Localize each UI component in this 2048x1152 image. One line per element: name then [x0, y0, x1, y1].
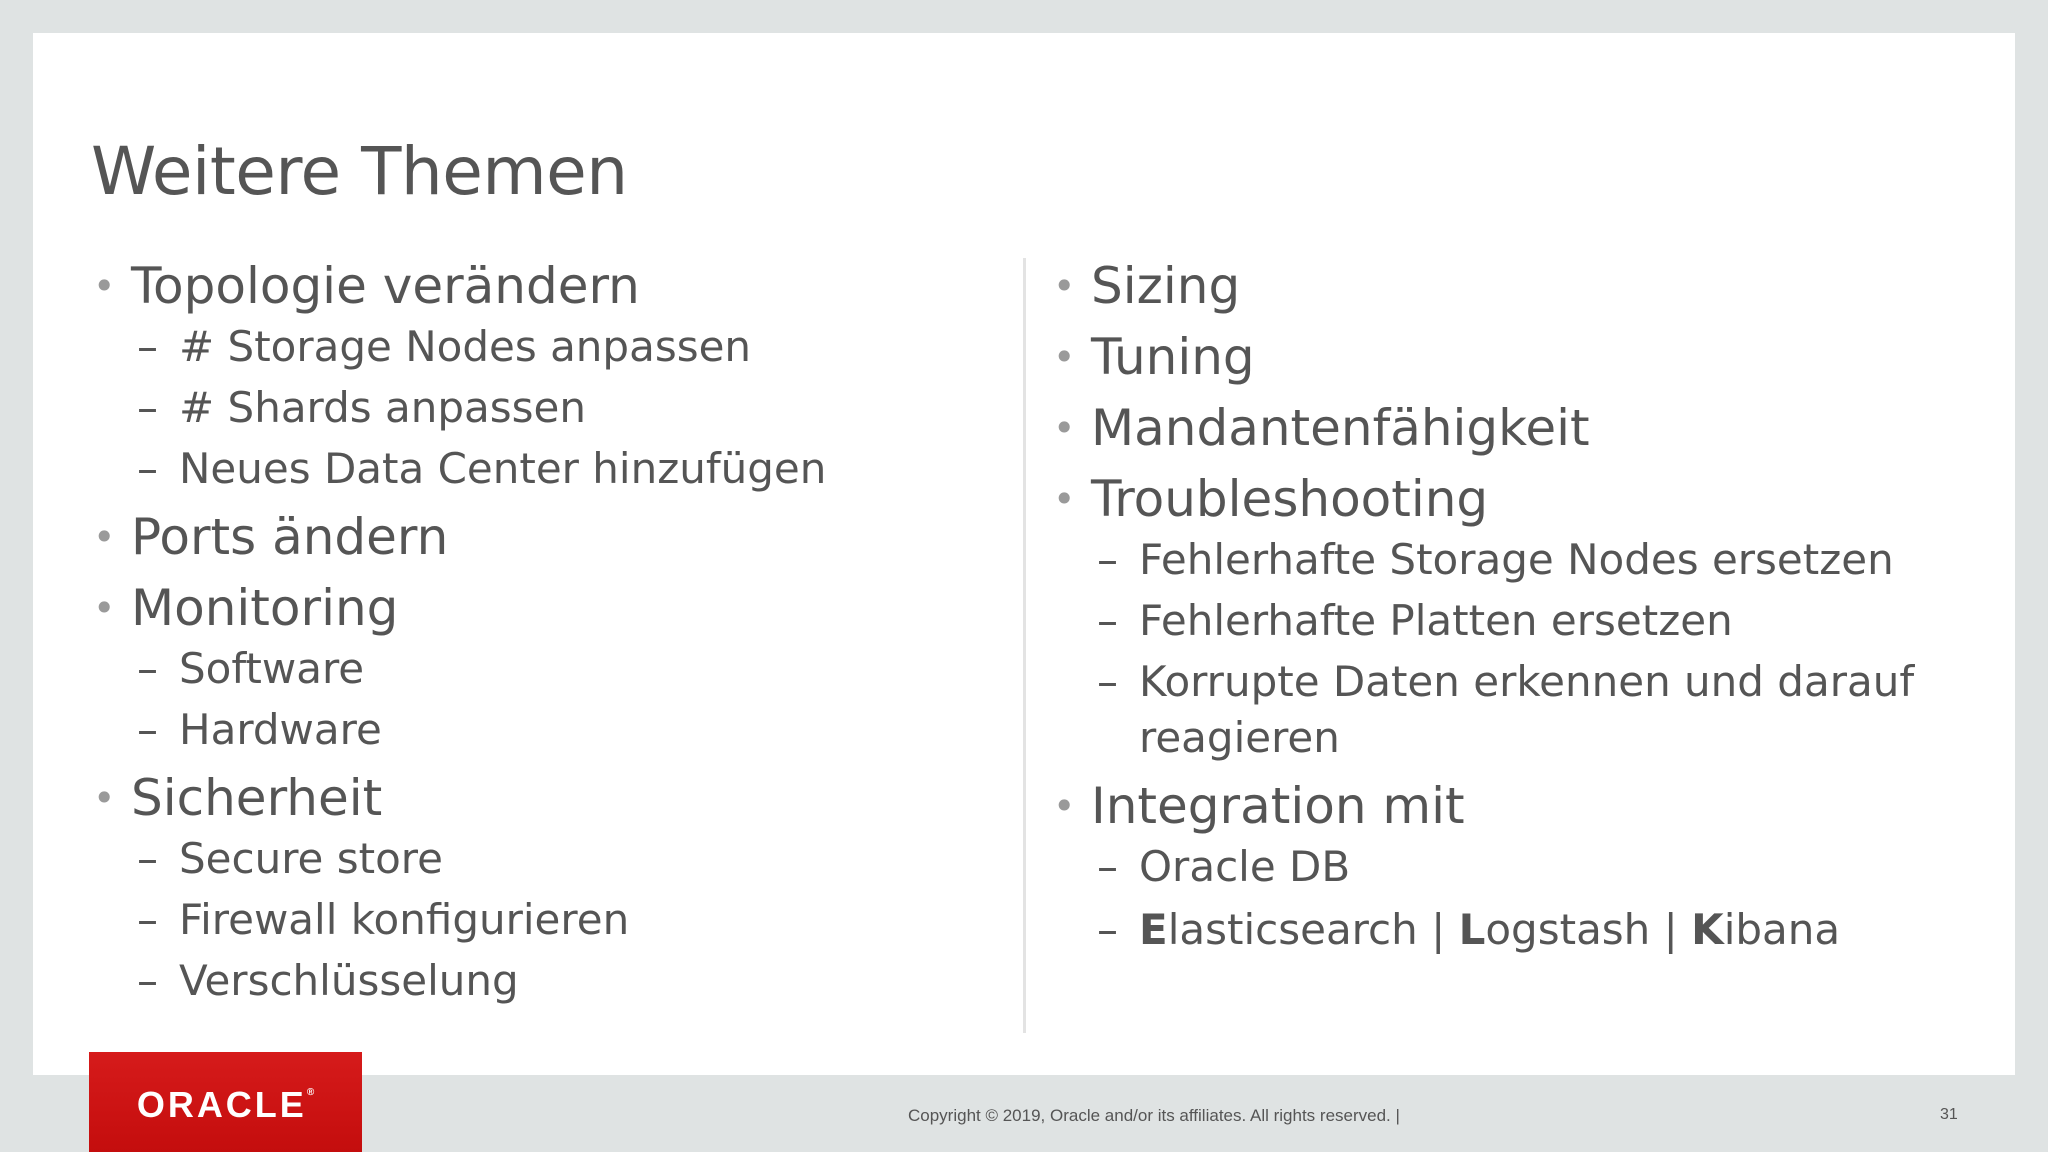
sub-item: [93, 441, 1003, 497]
dash-marker: –: [137, 383, 158, 432]
dash-marker: –: [137, 444, 158, 493]
elk-l-initial: L: [1458, 905, 1486, 954]
left-column: [93, 253, 1003, 1016]
bullet-marker: •: [1053, 477, 1076, 521]
registered-mark: ®: [306, 1087, 315, 1098]
bullet-item: [93, 765, 1003, 836]
sub-item: [93, 641, 1003, 697]
sub-item: [1053, 532, 1963, 588]
sub-list: [93, 641, 1003, 758]
right-bullet-list: [1053, 253, 1963, 895]
bullet-marker: •: [93, 586, 116, 630]
dash-marker: –: [1097, 657, 1118, 706]
sub-item-text: Software: [179, 644, 365, 693]
bullet-marker: •: [93, 776, 116, 820]
right-column: [1053, 253, 1963, 963]
sub-list: [93, 319, 1003, 497]
bullet-item: [93, 575, 1003, 646]
oracle-logo: [89, 1052, 362, 1152]
slide: [33, 33, 2015, 1075]
bullet-marker: •: [1053, 264, 1076, 308]
sub-item-text: Fehlerhafte Storage Nodes ersetzen: [1139, 535, 1894, 584]
dash-marker: –: [1097, 596, 1118, 645]
bullet-item: [93, 504, 1003, 575]
bullet-item-text: Mandantenfähigkeit: [1091, 399, 1590, 457]
bullet-item-text: Sicherheit: [131, 769, 383, 827]
dash-marker: –: [137, 956, 158, 1005]
dash-marker: –: [137, 644, 158, 693]
sub-item: [93, 702, 1003, 758]
dash-marker: –: [137, 895, 158, 944]
bullet-marker: •: [93, 264, 116, 308]
left-bullet-list: [93, 253, 1003, 1009]
bullet-item-text: Topologie verändern: [131, 257, 640, 315]
bullet-item-text: Tuning: [1091, 328, 1255, 386]
bullet-item: [93, 253, 1003, 324]
bullet-item-text: Sizing: [1091, 257, 1241, 315]
sub-item: [93, 831, 1003, 887]
sub-item-text: # Storage Nodes anpassen: [179, 322, 752, 371]
dash-marker: –: [1097, 535, 1118, 584]
sub-list: [1053, 532, 1963, 766]
sub-item-text: Korrupte Daten erkennen und darauf reagieren: [1139, 657, 1915, 762]
elk-k-rest: ibana: [1723, 905, 1841, 954]
sub-item: [1053, 839, 1963, 895]
bullet-item: [1053, 253, 1963, 324]
dash-marker: –: [137, 834, 158, 883]
dash-marker: –: [1097, 905, 1118, 954]
sub-item-text: Oracle DB: [1139, 842, 1351, 891]
sub-item-text: Fehlerhafte Platten ersetzen: [1139, 596, 1733, 645]
elk-separator-1: |: [1417, 905, 1459, 954]
sub-item: [93, 953, 1003, 1009]
elk-k-initial: K: [1691, 905, 1724, 954]
elk-e-initial: E: [1139, 905, 1168, 954]
sub-item: [1053, 593, 1963, 649]
bullet-item-text: Troubleshooting: [1091, 470, 1489, 528]
bullet-item: [1053, 395, 1963, 466]
elk-l-rest: ogstash: [1485, 905, 1651, 954]
bullet-marker: •: [1053, 335, 1076, 379]
sub-item-text: Secure store: [179, 834, 443, 883]
bullet-marker: •: [93, 515, 116, 559]
sub-item-text: Firewall konfigurieren: [179, 895, 630, 944]
slide-title: Weitere Themen: [91, 133, 628, 210]
bullet-item: [1053, 773, 1963, 844]
sub-item-text: # Shards anpassen: [179, 383, 586, 432]
dash-marker: –: [1097, 842, 1118, 891]
column-divider: [1023, 258, 1026, 1033]
sub-item-text: Neues Data Center hinzufügen: [179, 444, 827, 493]
elk-separator-2: |: [1650, 905, 1692, 954]
elk-e-rest: lasticsearch: [1167, 905, 1418, 954]
bullet-item-text: Ports ändern: [131, 508, 449, 566]
sub-item: [93, 380, 1003, 436]
bullet-item-text: Integration mit: [1091, 777, 1465, 835]
sub-item-text: Verschlüsselung: [179, 956, 519, 1005]
copyright-notice: Copyright © 2019, Oracle and/or its affiliates. All rights reserved. |: [908, 1106, 1400, 1125]
dash-marker: –: [137, 322, 158, 371]
sub-list: [93, 831, 1003, 1009]
sub-item-elk: [1053, 902, 1963, 958]
sub-item: [93, 892, 1003, 948]
sub-list: [1053, 839, 1963, 895]
sub-item: [93, 319, 1003, 375]
bullet-item: [1053, 324, 1963, 395]
page-number: 31: [1940, 1106, 1958, 1123]
bullet-marker: •: [1053, 406, 1076, 450]
dash-marker: –: [137, 705, 158, 754]
sub-item-text: Hardware: [179, 705, 382, 754]
bullet-item-text: Monitoring: [131, 579, 399, 637]
bullet-item: [1053, 466, 1963, 537]
oracle-logo-text: ORACLE: [136, 1084, 307, 1125]
bullet-marker: •: [1053, 784, 1076, 828]
sub-item: [1053, 654, 1949, 766]
